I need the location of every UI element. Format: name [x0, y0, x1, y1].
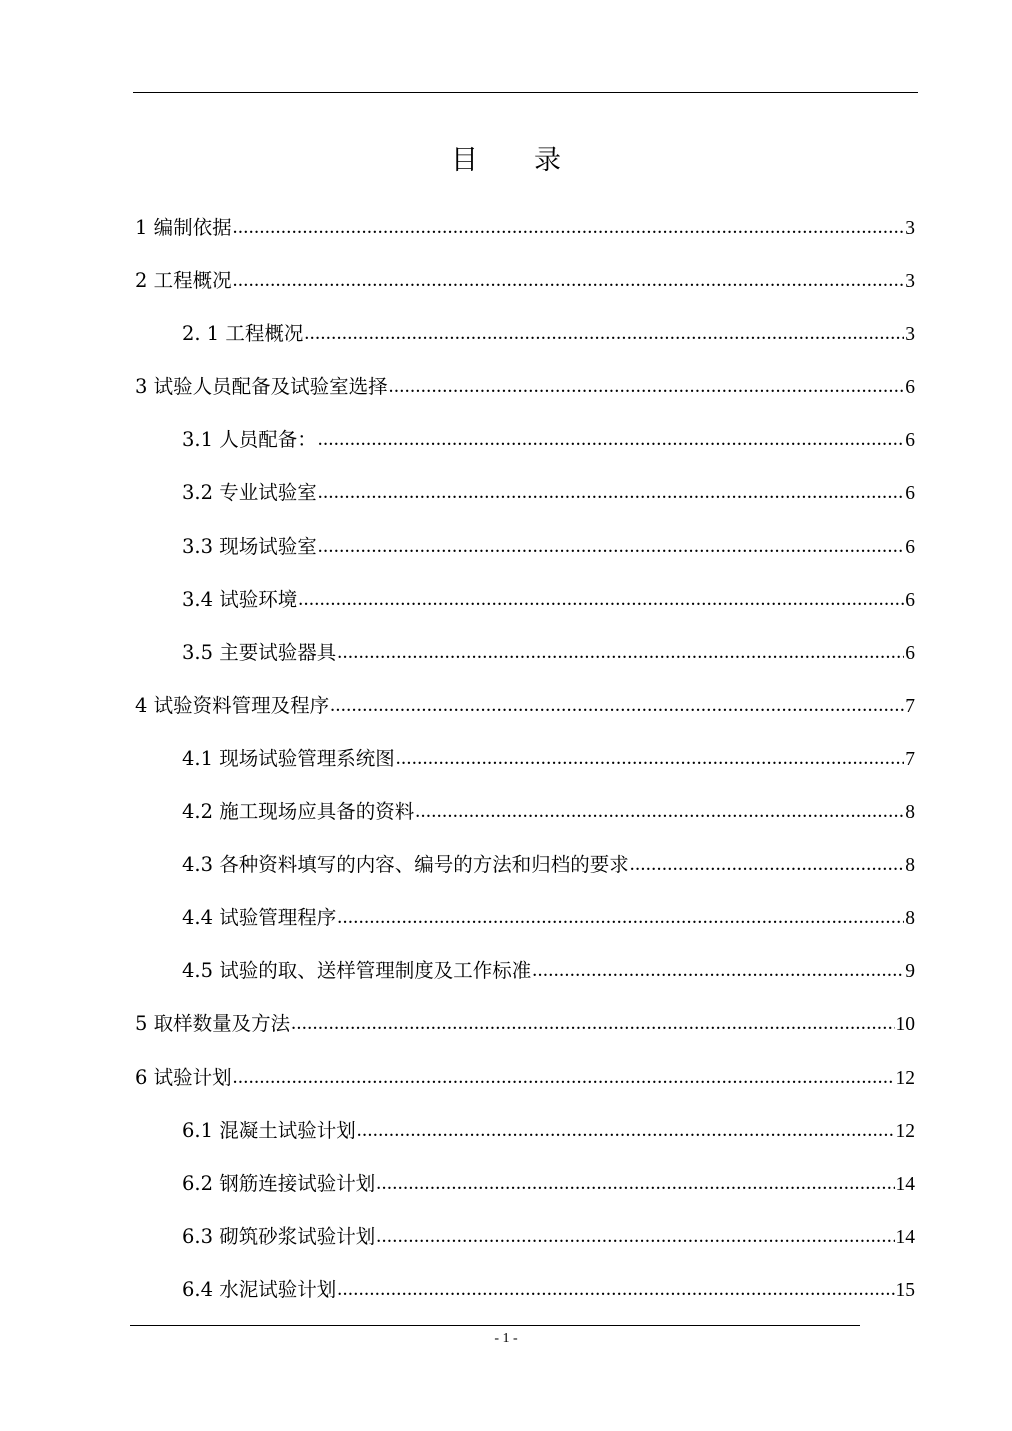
- toc-entry-label: 2 工程概况: [135, 269, 232, 293]
- dot-leader: [337, 1268, 894, 1312]
- dot-leader: [357, 1109, 895, 1153]
- dot-leader: [376, 1162, 894, 1206]
- toc-entry-page-number: 3: [905, 218, 915, 239]
- toc-list: [135, 206, 915, 1321]
- dot-leader: [389, 365, 905, 409]
- toc-entry[interactable]: [135, 1215, 915, 1268]
- toc-entry-page-number: 12: [895, 1120, 915, 1142]
- toc-entry[interactable]: [135, 525, 915, 578]
- toc-entry[interactable]: [135, 1268, 915, 1321]
- toc-entry[interactable]: [135, 949, 915, 1002]
- dot-leader: [318, 525, 905, 569]
- dot-leader: [630, 843, 905, 887]
- dot-leader: [233, 1056, 895, 1100]
- dot-leader: [318, 471, 905, 515]
- toc-entry[interactable]: [135, 684, 915, 737]
- toc-entry-label: 3.5 主要试验器具: [182, 640, 337, 664]
- toc-entry-page-number: 10: [895, 1014, 915, 1036]
- dot-leader: [396, 737, 905, 781]
- toc-entry[interactable]: [135, 1056, 915, 1109]
- dot-leader: [330, 684, 904, 728]
- toc-title: [0, 138, 1012, 177]
- toc-entry-page-number: 6: [905, 377, 915, 399]
- dot-leader: [376, 1215, 894, 1259]
- toc-entry-label: 2. 1 工程概况: [182, 322, 304, 346]
- toc-entry-label: 1 编制依据: [135, 216, 232, 239]
- toc-entry-page-number: 8: [905, 855, 915, 877]
- toc-title-char-1: 目: [451, 145, 478, 176]
- toc-entry[interactable]: [135, 312, 915, 365]
- toc-entry-label: 3.1 人员配备：: [182, 428, 317, 452]
- dot-leader: [532, 949, 904, 993]
- dot-leader: [233, 259, 905, 303]
- toc-entry-page-number: 12: [895, 1067, 915, 1089]
- toc-entry-label: 4 试验资料管理及程序: [135, 693, 330, 717]
- header-rule: [133, 92, 918, 93]
- toc-entry-page-number: 6: [905, 430, 915, 452]
- toc-entry-page-number: 14: [895, 1173, 915, 1195]
- toc-title-char-2: 录: [534, 145, 561, 176]
- toc-entry-label: 6.1 混凝土试验计划: [182, 1118, 356, 1142]
- footer-rule: [130, 1325, 860, 1326]
- toc-entry[interactable]: [135, 418, 915, 471]
- toc-entry[interactable]: [135, 206, 915, 259]
- toc-entry-page-number: 3: [905, 324, 915, 346]
- toc-entry-page-number: 6: [905, 589, 915, 611]
- toc-entry-label: 3 试验人员配备及试验室选择: [135, 375, 388, 399]
- toc-entry[interactable]: [135, 471, 915, 524]
- toc-entry-label: 6.3 砌筑砂浆试验计划: [182, 1224, 376, 1248]
- toc-entry[interactable]: [135, 365, 915, 418]
- page-number: - 1 -: [494, 1331, 518, 1346]
- toc-entry-label: 3.3 现场试验室: [182, 534, 317, 558]
- dot-leader: [337, 896, 904, 940]
- toc-entry[interactable]: [135, 737, 915, 790]
- dot-leader: [233, 206, 905, 250]
- toc-entry[interactable]: [135, 578, 915, 631]
- toc-entry[interactable]: [135, 843, 915, 896]
- dot-leader: [291, 1002, 894, 1046]
- toc-entry[interactable]: [135, 1002, 915, 1055]
- toc-entry-page-number: 8: [905, 802, 915, 824]
- dot-leader: [304, 312, 904, 356]
- toc-entry[interactable]: [135, 896, 915, 949]
- toc-entry-label: 4.3 各种资料填写的内容、编号的方法和归档的要求: [182, 853, 629, 877]
- toc-entry-page-number: 7: [905, 748, 915, 770]
- toc-entry-page-number: 7: [905, 695, 915, 717]
- toc-entry-page-number: 6: [905, 536, 915, 558]
- toc-entry[interactable]: [135, 1109, 915, 1162]
- toc-entry-label: 6.2 钢筋连接试验计划: [182, 1171, 376, 1195]
- toc-entry-page-number: 15: [895, 1279, 915, 1301]
- toc-entry-page-number: 6: [905, 483, 915, 505]
- toc-entry-label: 4.5 试验的取、送样管理制度及工作标准: [182, 959, 532, 983]
- toc-entry-label: 4.4 试验管理程序: [182, 906, 337, 930]
- toc-entry-label: 3.4 试验环境: [182, 587, 298, 611]
- toc-entry[interactable]: [135, 631, 915, 684]
- toc-entry-label: 5 取样数量及方法: [135, 1012, 291, 1036]
- toc-entry-label: 4.1 现场试验管理系统图: [182, 746, 395, 770]
- toc-entry[interactable]: [135, 790, 915, 843]
- toc-entry-page-number: 8: [905, 908, 915, 930]
- toc-entry[interactable]: [135, 259, 915, 312]
- dot-leader: [337, 631, 904, 675]
- toc-entry-page-number: 6: [905, 642, 915, 664]
- dot-leader: [298, 578, 904, 622]
- toc-entry[interactable]: [135, 1162, 915, 1215]
- toc-entry-label: 6.4 水泥试验计划: [182, 1277, 337, 1301]
- toc-entry-page-number: 14: [895, 1226, 915, 1248]
- toc-entry-page-number: 9: [905, 961, 915, 983]
- toc-entry-label: 4.2 施工现场应具备的资料: [182, 800, 415, 824]
- dot-leader: [318, 418, 905, 462]
- toc-entry-page-number: 3: [905, 271, 915, 293]
- toc-entry-label: 6 试验计划: [135, 1065, 232, 1089]
- toc-entry-label: 3.2 专业试验室: [182, 481, 317, 505]
- dot-leader: [415, 790, 904, 834]
